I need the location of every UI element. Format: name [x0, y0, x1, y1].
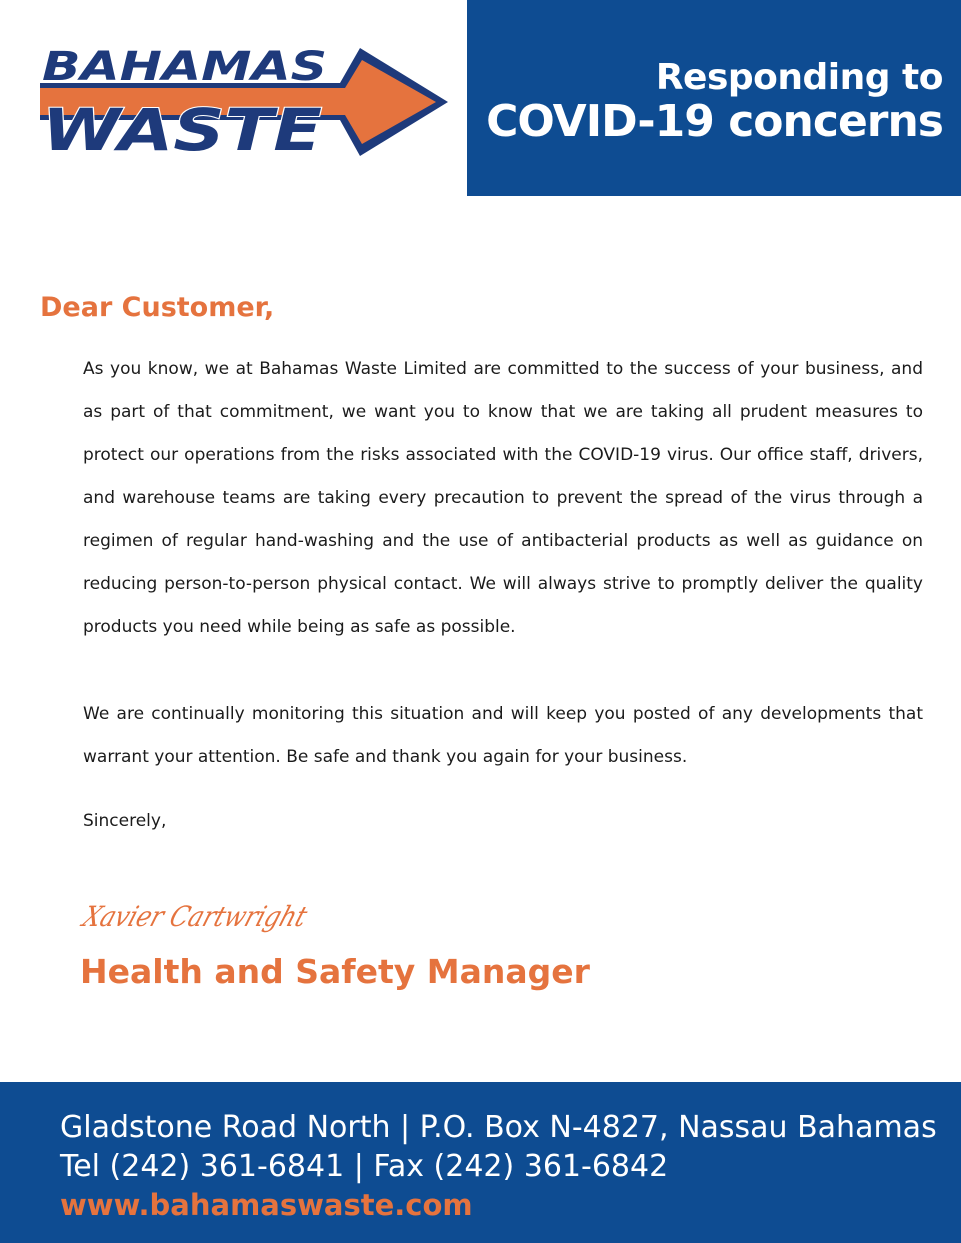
logo-text-waste: WASTE: [42, 96, 322, 164]
signatory-title: Health and Safety Manager: [80, 952, 590, 991]
signature: [78, 892, 346, 938]
closing: Sincerely,: [83, 811, 167, 831]
logo-graphic: [40, 40, 450, 164]
footer-phone: Tel (242) 361-6841 | Fax (242) 361-6842: [60, 1149, 669, 1184]
bahamas-waste-logo: [40, 40, 450, 164]
logo-text-bahamas: BAHAMAS: [42, 44, 327, 90]
salutation: Dear Customer,: [40, 292, 275, 323]
banner-title-line1: Responding to: [655, 57, 943, 98]
signature-graphic: [78, 892, 346, 938]
signature-text: Xavier Cartwright: [78, 899, 346, 933]
letter-paragraph-2: We are continually monitoring this situation and will keep you posted of any developments that warrant your attention. Be safe and thank you again for your business.: [83, 704, 923, 767]
footer-address: Gladstone Road North | P.O. Box N-4827, Nassau Bahamas: [60, 1110, 937, 1145]
footer-website-link[interactable]: www.bahamaswaste.com: [60, 1188, 473, 1222]
header-banner: [467, 0, 961, 196]
footer: [0, 1082, 961, 1243]
banner-title-line2: COVID-19 concerns: [486, 96, 943, 147]
letter-paragraph-1: As you know, we at Bahamas Waste Limited are committed to the success of your business, and as part of that commitment, we want you to know that we are taking all prudent measures to protect our operations from the risks associated with the COVID-19 virus. Our office staff, drivers, and warehouse teams are taking every precaution to prevent the spread of the virus through a regimen of regular hand-washing and the use of antibacterial products as well as guidance on reducing person-to-person physical contact. We will always strive to promptly deliver the quality products you need while being as safe as possible.: [83, 359, 923, 637]
